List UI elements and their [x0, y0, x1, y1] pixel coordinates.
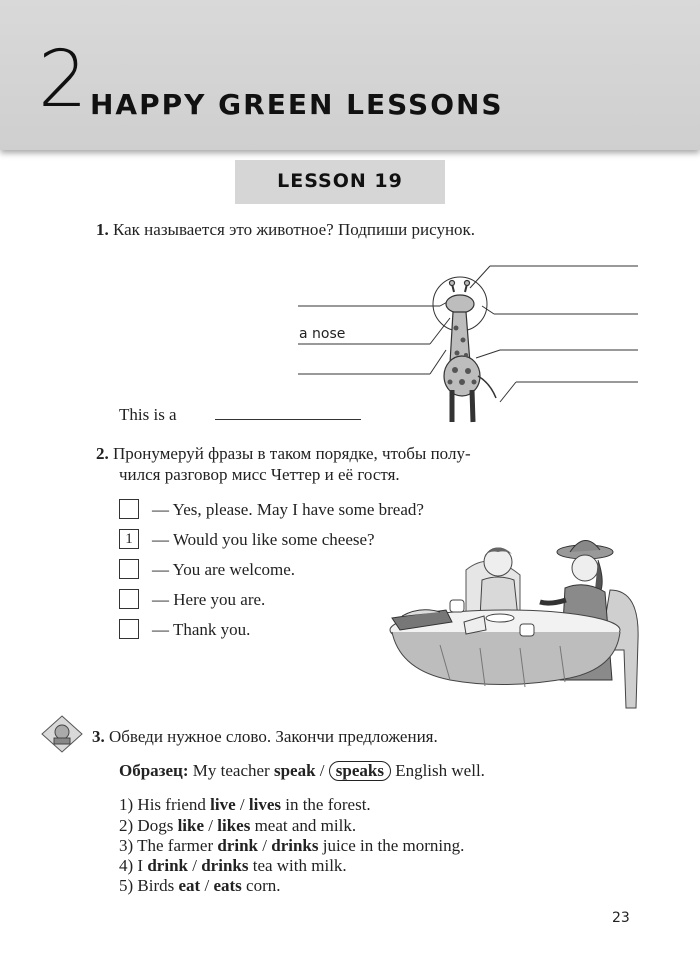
exercise3-example: Образец: My teacher speak / speaks English well.: [119, 761, 485, 780]
sentence-4-option2[interactable]: drinks: [201, 856, 249, 875]
sentence-5: 5) Birds eat / eats corn.: [119, 876, 281, 895]
phrase-1: — Yes, please. May I have some bread?: [152, 500, 424, 519]
page-number: 23: [612, 910, 630, 926]
exercise3-instruction: 3. Обведи нужное слово. Закончи предложения.: [92, 727, 438, 746]
sentence-1-option2[interactable]: lives: [248, 795, 281, 814]
order-checkbox-1[interactable]: [119, 499, 139, 519]
answer-blank-line[interactable]: [215, 419, 361, 420]
globe-badge-icon: [40, 714, 84, 754]
sentence-3-option1[interactable]: drink: [217, 836, 258, 855]
lesson-label: LESSON 19: [277, 170, 403, 192]
sentence-1: 1) His friend live / lives in the forest.: [119, 795, 371, 814]
exercise2-instruction-line1: 2. Пронумеруй фразы в таком порядке, чтобы полу-: [96, 444, 471, 463]
sentence-3-option2[interactable]: drinks: [271, 836, 319, 855]
order-checkbox-4[interactable]: [119, 589, 139, 609]
sentence-3: 3) The farmer drink / drinks juice in the morning.: [119, 836, 465, 855]
example-label: Образец:: [119, 761, 189, 780]
example-option1: speak: [273, 761, 316, 780]
sentence-4: 4) I drink / drinks tea with milk.: [119, 856, 347, 875]
lesson-heading: [235, 160, 445, 204]
sentence-5-option2[interactable]: eats: [213, 876, 242, 895]
sentence-2: 2) Dogs like / likes meat and milk.: [119, 816, 357, 835]
chapter-title: HAPPY GREEN LESSONS: [90, 88, 504, 121]
phrase-3: — You are welcome.: [152, 560, 296, 579]
giraffe-icon: [444, 281, 496, 423]
sentence-4-option1[interactable]: drink: [147, 856, 188, 875]
sentence-5-option1[interactable]: eat: [178, 876, 201, 895]
exercise1-instruction: [96, 220, 475, 240]
giraffe-diagram: [290, 258, 650, 428]
tea-party-illustration: [380, 530, 650, 710]
phrase-5: — Thank you.: [152, 620, 251, 639]
example-circled-option: speaks: [329, 761, 391, 781]
order-checkbox-5[interactable]: [119, 619, 139, 639]
exercise2-instruction-line2: чился разговор мисс Четтер и её гостя.: [119, 465, 400, 484]
chapter-header: [0, 0, 700, 150]
exercise1-number: 1.: [96, 220, 109, 239]
example-label-nose: a nose: [299, 326, 346, 342]
sentence-1-option1[interactable]: live: [210, 795, 236, 814]
order-checkbox-3[interactable]: [119, 559, 139, 579]
this-is-a-text: This is a: [119, 405, 177, 424]
phrase-4: — Here you are.: [152, 590, 266, 609]
exercise1-text: Как называется это животное? Подпиши рисунок.: [113, 220, 476, 239]
this-is-a-sentence: [119, 405, 177, 425]
exercise3-number: 3.: [92, 727, 105, 746]
sentence-2-option2[interactable]: likes: [217, 816, 251, 835]
order-checkbox-2[interactable]: 1: [119, 529, 139, 549]
sentence-2-option1[interactable]: like: [177, 816, 205, 835]
exercise2-number: 2.: [96, 444, 109, 463]
phrase-2: — Would you like some cheese?: [152, 530, 375, 549]
chapter-number: 2: [38, 35, 88, 125]
